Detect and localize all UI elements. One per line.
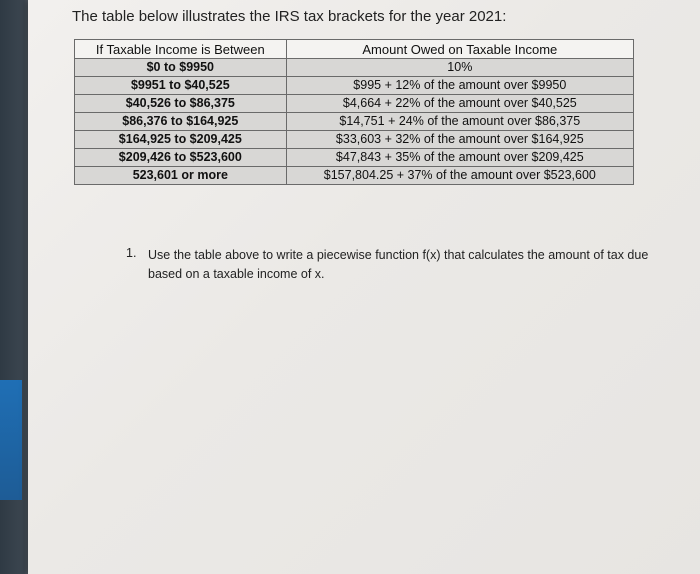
amount-owed-cell: $14,751 + 24% of the amount over $86,375 xyxy=(286,113,633,131)
income-range-cell: $164,925 to $209,425 xyxy=(75,131,287,149)
income-range-cell: $0 to $9950 xyxy=(75,59,287,77)
table-header-row xyxy=(75,40,634,59)
income-range-cell: $40,526 to $86,375 xyxy=(75,95,287,113)
income-range-cell: $9951 to $40,525 xyxy=(75,77,287,95)
question-number: 1. xyxy=(126,246,137,260)
table-row xyxy=(75,167,634,185)
amount-owed-cell: $157,804.25 + 37% of the amount over $523,600 xyxy=(286,167,633,185)
table-row xyxy=(75,131,634,149)
income-range-cell: $86,376 to $164,925 xyxy=(75,113,287,131)
table-row xyxy=(75,59,634,77)
amount-owed-cell: 10% xyxy=(286,59,633,77)
table-row xyxy=(75,113,634,131)
amount-owed-cell: $4,664 + 22% of the amount over $40,525 xyxy=(286,95,633,113)
question-text: Use the table above to write a piecewise function f(x) that calculates the amount of tax due based on a taxable income of x. xyxy=(148,248,649,281)
header-amount-owed: Amount Owed on Taxable Income xyxy=(286,40,633,59)
tax-bracket-table xyxy=(74,39,634,185)
desk-object xyxy=(0,380,22,500)
income-range-cell: 523,601 or more xyxy=(75,167,287,185)
income-range-cell: $209,426 to $523,600 xyxy=(75,149,287,167)
header-income: If Taxable Income is Between xyxy=(75,40,287,59)
intro-text: The table below illustrates the IRS tax brackets for the year 2021: xyxy=(72,8,507,25)
table-row xyxy=(75,149,634,167)
amount-owed-cell: $995 + 12% of the amount over $9950 xyxy=(286,77,633,95)
amount-owed-cell: $47,843 + 35% of the amount over $209,425 xyxy=(286,149,633,167)
table-row xyxy=(75,77,634,95)
table-row xyxy=(75,95,634,113)
amount-owed-cell: $33,603 + 32% of the amount over $164,925 xyxy=(286,131,633,149)
